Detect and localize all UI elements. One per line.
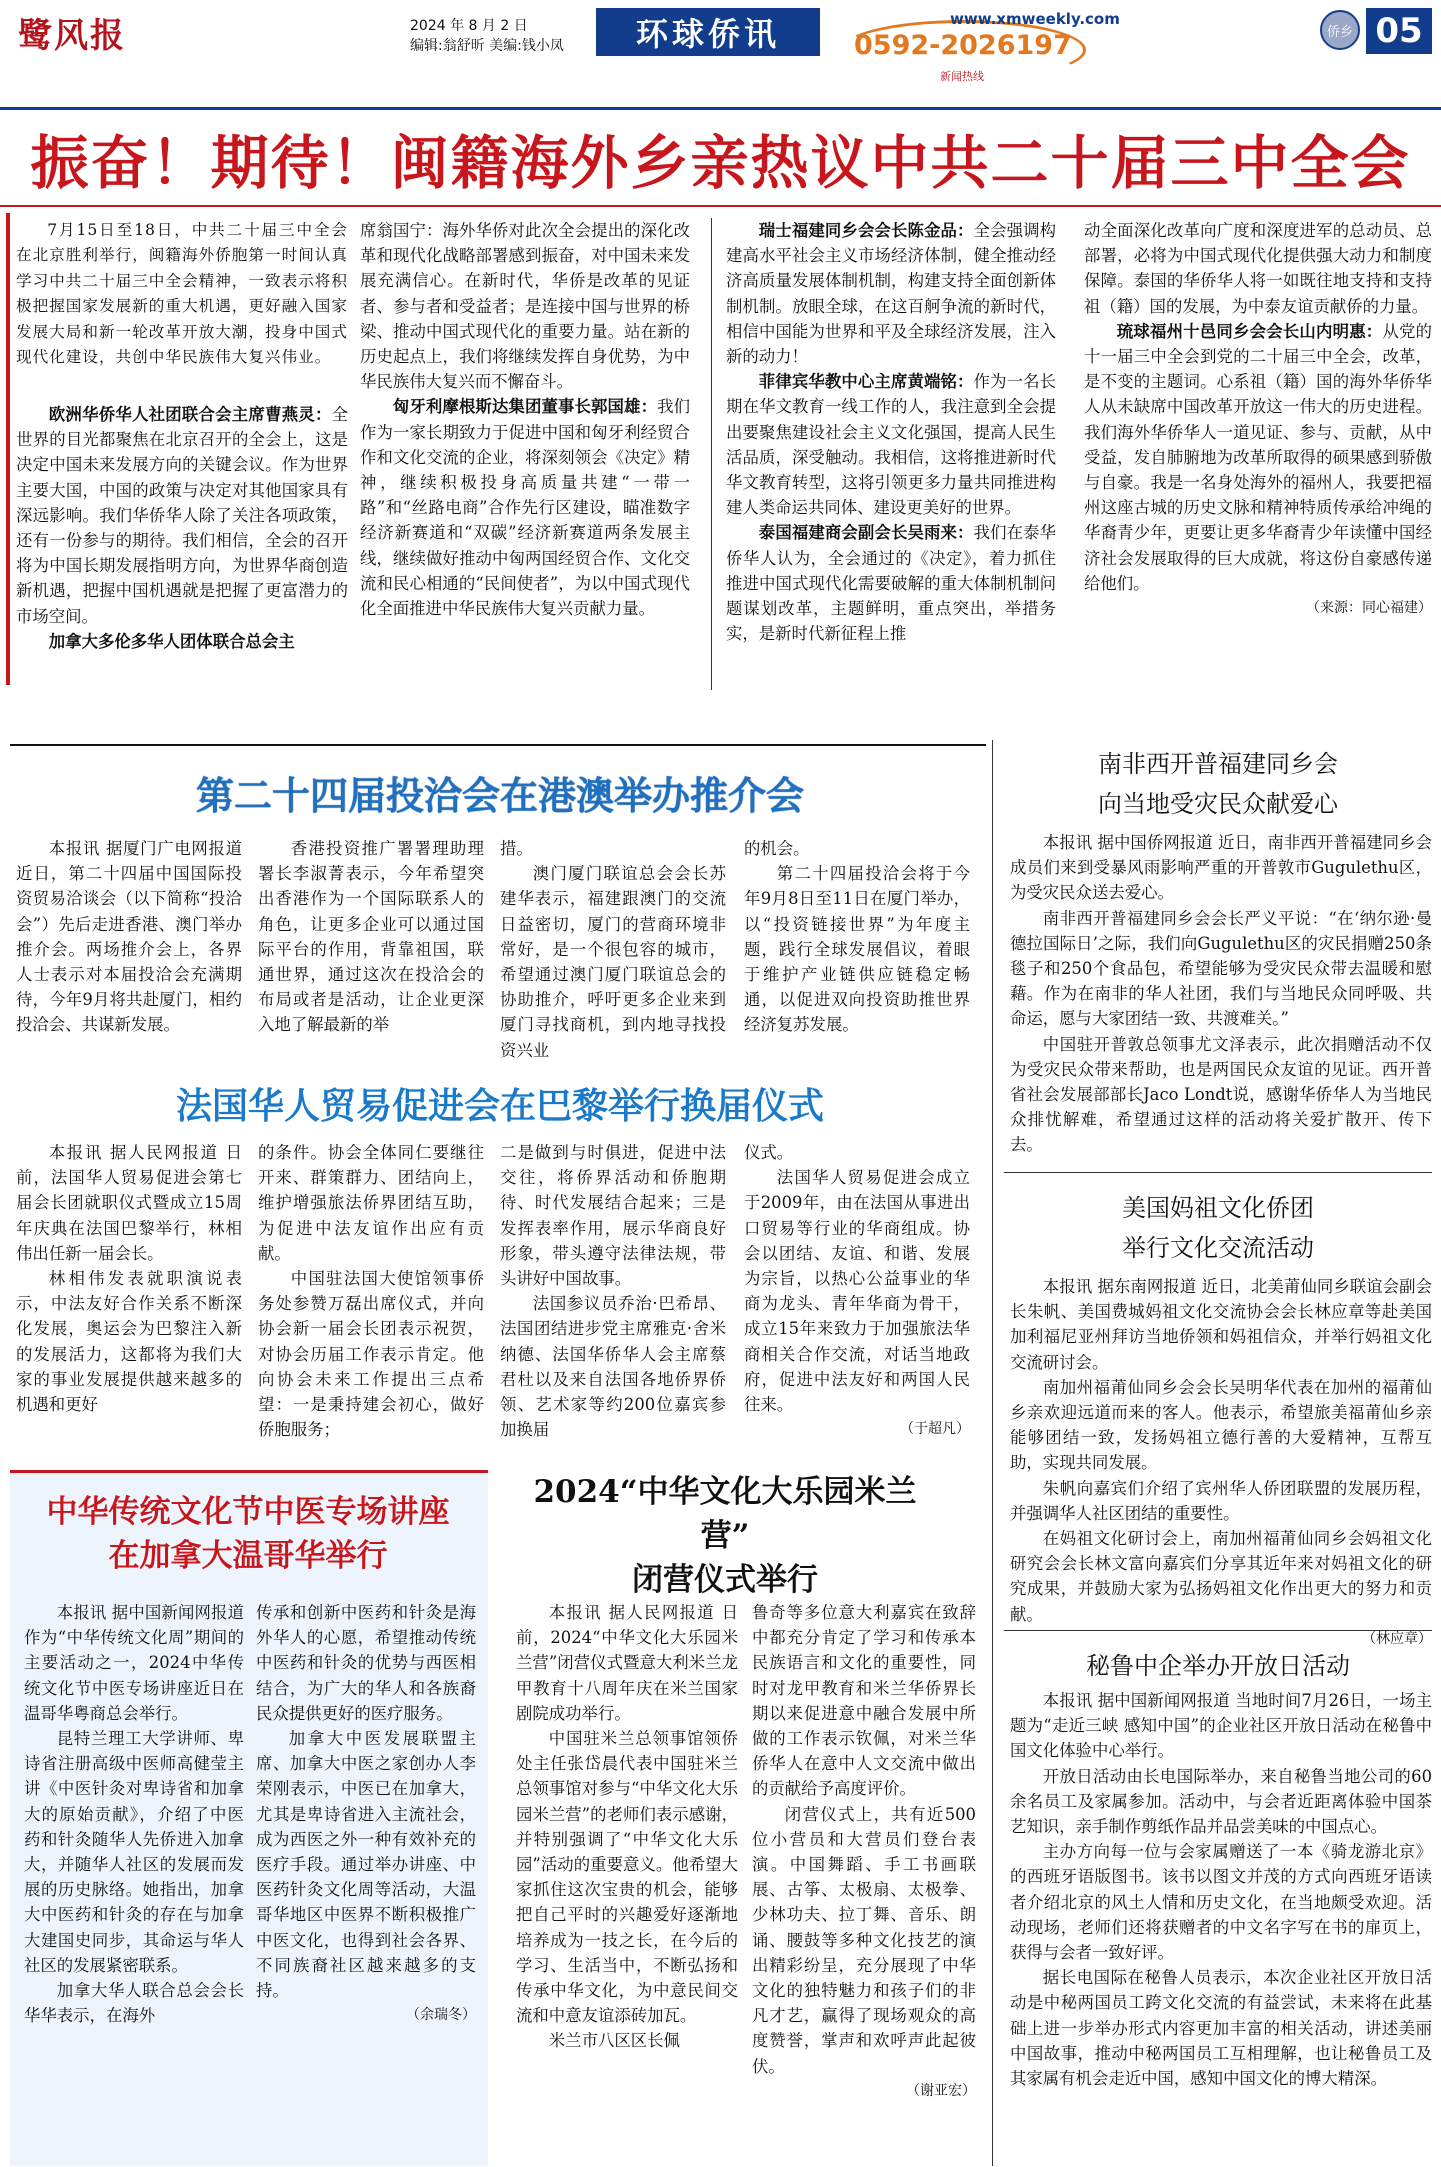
top-story-col1: 欧洲华侨华人社团联合会主席曹燕灵：全世界的目光都聚焦在北京召开的全会上，这是决定中国未来发展方向的关键会议。作为世界主要大国，中国的政策与决定对其他国家具有深远影响。我们华侨华人除了关注各项政策，还有一份参与的期待。我们相信，全会的召开将为中国长期发展指明方向，为世界华商创造新机遇，把握中国机遇就是把握了更富潜力的市场空间。 加拿大多伦多华人团体联合总会主 <box>16 405 348 651</box>
france-source: （于超凡） <box>900 1421 970 1438</box>
section-title: 环球侨讯 <box>596 8 820 56</box>
sa-story-title: 南非西开普福建同乡会 向当地受灾民众献爱心 <box>1098 750 1338 818</box>
top-story-col2: 席翁国宁：海外华侨对此次全会提出的深化改革和现代化战略部署感到振奋，对中国未来发展充满信心。在新时代，华侨是改革的见证者、参与者和受益者；是连接中国与世界的桥梁、推动中国式现代化的重要力量。站在新的历史起点上，我们将继续发挥自身优势，为中华民族伟大复兴而不懈奋斗。 匈牙利摩根斯达集团董事长郭国雄：我们作为一家长期致力于促进中国和匈牙利经贸合作和文化交流的企业，将深刻领会《决定》精神，继续积极投身高质量共建“一带一路”和“丝路电商”合作先行区建设，瞄准数字经济新赛道和“双碳”经济新赛道两条发展主线，继续做好推动中匈两国经贸合作、文化交流和民心相通的“民间使者”，为以中国式现代化全面推进中华民族伟大复兴贡献力量。 <box>360 221 691 619</box>
intro-accent-bar <box>6 213 10 685</box>
tcm-source: （余瑞冬） <box>406 2007 476 2024</box>
milan-source: （谢亚宏） <box>906 2082 976 2099</box>
top-story-intro: 7月15日至18日，中共二十届三中全会在北京胜利举行，闽籍海外侨胞第一时间认真学习中共二十届三中全会精神，一致表示将积极把握国家发展新的重大机遇，更好融入国家发展大局和新一轮改革开放大潮，投身中国式现代化建设，共创中华民族伟大复兴伟业。 <box>16 221 348 367</box>
hotline-label: 新闻热线 <box>940 70 984 83</box>
sa-story-body: 本报讯 据中国侨网报道 近日，南非西开普福建同乡会成员们来到受暴风雨影响严重的开普敦市Gugulethu区，为受灾民众送去爱心。 南非西开普福建同乡会会长严义平说：“在‘纳尔逊·曼德拉国际日’之际，我们向Gugulethu区的灾民捐赠250条毯子和250个食品包，希望能够为受灾民众带去温暖和慰藉。作为在南非的华人社团，我们与当地民众同呼吸、共命运，愿与大家团结一致、共渡难关。” 中国驻开普敦总领事尤文泽表示，此次捐赠活动不仅为受灾民众带来帮助，也是两国民众友谊的见证。西开普省社会发展部部长Jaco Londt说，感谢华侨华人为当地民众排忧解难，希望通过这样的活动将关爱扩散开、传下去。 <box>1010 833 1432 1155</box>
hotline-url[interactable]: www.xmweekly.com <box>950 10 1120 28</box>
peru-story-title: 秘鲁中企举办开放日活动 <box>1086 1651 1350 1680</box>
newspaper-logo: 鹭风报 <box>18 16 126 56</box>
right-rule-1 <box>1004 1172 1432 1173</box>
page-number: 05 <box>1366 8 1432 54</box>
france-col3: 二是做到与时俱进，促进中法交往，将侨界活动和侨胞期待、时代发展结合起来；三是发挥表率作用，展示华商良好形象，带头遵守法律法规，带头讲好中国故事。 法国参议员乔治·巴希昂、法国团结进步党主席雅克·舍米纳德、法国华侨华人会主席蔡君杜以及来自法国各地侨界侨领、艺术家等约200位嘉宾参加换届 <box>500 1143 726 1440</box>
milan-story-title: 2024“中华文化大乐园米兰营” 闭营仪式举行 <box>533 1474 917 1598</box>
tcm-col1: 本报讯 据中国新闻网报道 作为“中华传统文化周”期间的主要活动之一，2024中华传统文化节中医专场讲座近日在温哥华粤商总会举行。 昆特兰理工大学讲师、卑诗省注册高级中医师高健莹主讲《中医针灸对卑诗省和加拿大的原始贡献》，介绍了中医药和针灸随华人先侨进入加拿大，并随华人社区的发展而发展的历史脉络。她指出，加拿大中医药和针灸的存在与加拿大建国史同步，其命运与华人社区的发展紧密联系。 加拿大华人联合总会会长华华表示，在海外 <box>24 1603 244 2026</box>
tcm-col2: 传承和创新中医药和针灸是海外华人的心愿，希望推动传统中医药和针灸的优势与西医相结合，为广大的华人和各族裔民众提供更好的医疗服务。 加拿大中医发展联盟主席、加拿大中医之家创办人李荣刚表示，中医已在加拿大，尤其是卑诗省进入主流社会，成为西医之外一种有效补充的医疗手段。通过举办讲座、中医药针灸文化周等活动，大温哥华地区中医界不断积极推广中医文化，也得到社会各界、不同族裔社区越来越多的支持。 （余瑞冬） <box>256 1600 476 2160</box>
region-badge: 侨乡 <box>1320 10 1360 50</box>
france-col2: 的条件。协会全体同仁要继往开来、群策群力、团结向上，维护增强旅法侨界团结互助，为促进中法友谊作出应有贡献。 中国驻法国大使馆领事侨务处参赞万磊出席仪式，并向协会新一届会长团表示祝贺，对协会历届工作表示肯定。他向协会未来工作提出三点希望：一是秉持建会初心，做好侨胞服务； <box>258 1143 484 1440</box>
invest-col4: 的机会。 第二十四届投洽会将于今年9月8日至11日在厦门举办，以“投资链接世界”为年度主题，践行全球发展倡议，着眼于维护产业链供应链稳定畅通，以促进双向投资助推世界经济复苏发展。 <box>744 839 970 1035</box>
section-rule <box>10 744 986 746</box>
right-column-divider <box>992 740 993 2166</box>
milan-col2: 鲁奇等多位意大利嘉宾在致辞中都充分肯定了学习和传承本民族语言和文化的重要性，同时对龙甲教育和米兰华侨界长期以来促进意中融合发展中所做的工作表示钦佩，对米兰华侨华人在意中人文交流中做出的贡献给予高度评价。 闭营仪式上，共有近500位小营员和大营员们登台表演。中国舞蹈、手工书画联展、古筝、太极扇、太极拳、少林功夫、拉丁舞、音乐、朗诵、腰鼓等多种文化技艺的演出精彩纷呈，充分展现了中华文化的独特魅力和孩子们的非凡才艺，赢得了现场观众的高度赞誉，掌声和欢呼声此起彼伏。 （谢亚宏） <box>752 1600 976 2160</box>
column-divider <box>711 218 712 690</box>
us-story-body: 本报讯 据东南网报道 近日，北美莆仙同乡联谊会副会长朱帆、美国费城妈祖文化交流协会会长林应章等赴美国加利福尼亚州拜访当地侨领和妈祖信众，并举行妈祖文化交流研讨会。 南加州福莆仙同乡会会长吴明华代表在加州的福莆仙乡亲欢迎远道而来的客人。他表示，希望旅美福莆仙乡亲能够团结一致，发扬妈祖立德行善的大爱精神，互帮互助，实现共同发展。 朱帆向嘉宾们介绍了宾州华人侨团联盟的发展历程，并强调华人社区团结的重要性。 在妈祖文化研讨会上，南加州福莆仙同乡会妈祖文化研究会会长林文富向嘉宾们分享其近年来对妈祖文化的研究成果，并鼓励大家为弘扬妈祖文化作出更大的努力和贡献。 （林应章） <box>1010 1274 1432 1626</box>
masthead <box>0 0 1441 110</box>
issue-meta <box>410 16 564 56</box>
milan-col1: 本报讯 据人民网报道 日前，2024“中华文化大乐园米兰营”闭营仪式暨意大利米兰龙甲教育十八周年庆在米兰国家剧院成功举行。 中国驻米兰总领事馆领侨处主任张岱晨代表中国驻米兰总领事馆对参与“中华文化大乐园米兰营”的老师们表示感谢，并特别强调了“中华文化大乐园”活动的重要意义。他希望大家抓住这次宝贵的机会，能够把自己平时的兴趣爱好逐渐地培养成为一技之长，在今后的学习、生活当中，不断弘扬和传承中华文化，为中意民间交流和中意友谊添砖加瓦。 米兰市八区区长佩 <box>516 1603 738 2051</box>
tcm-story-title: 中华传统文化节中医专场讲座 在加拿大温哥华举行 <box>46 1494 450 1574</box>
us-source: （林应章） <box>1362 1630 1432 1647</box>
top-story-col3: 瑞士福建同乡会会长陈金品：全会强调构建高水平社会主义市场经济体制，健全推动经济高质量发展体制机制，构建支持全面创新体制机制。放眼全球，在这百舸争流的新时代，相信中国能为世界和平及全球经济发展，注入新的动力！ 菲律宾华教中心主席黄端铭：作为一名长期在华文教育一线工作的人，我注意到全会提出要聚焦建设社会主义文化强国，提高人民生活品质，深受触动。我相信，这将推进新时代华文教育转型，这将引领更多力量共同推进构建人类命运共同体、建设更美好的世界。 泰国福建商会副会长吴雨来：我们在泰华侨华人认为，全会通过的《决定》，着力抓住推进中国式现代化需要破解的重大体制机制问题谋划改革，主题鲜明，重点突出，举措务实，是新时代新征程上推 <box>726 221 1057 644</box>
headline-rule <box>0 205 1441 207</box>
issue-date: 2024 年 8 月 2 日 <box>410 18 528 34</box>
france-col1: 本报讯 据人民网报道 日前，法国华人贸易促进会第七届会长团就职仪式暨成立15周年庆典在法国巴黎举行，林相伟出任新一届会长。 林相伟发表就职演说表示，中法友好合作关系不断深化发展，奥运会为巴黎注入新的发展活力，这都将为我们大家的事业发展提供越来越多的机遇和更好 <box>16 1143 242 1415</box>
invest-col2: 香港投资推广署署理助理署长李淑菁表示，今年希望突出香港作为一个国际联系人的角色，让更多企业可以通过国际平台的作用，背靠祖国，联通世界，通过这次在投洽会的布局或者是活动，让企业更深入地了解最新的举 <box>258 839 484 1035</box>
france-col4: 仪式。 法国华人贸易促进会成立于2009年，由在法国从事进出口贸易等行业的华商组成。协会以团结、友谊、和谐、发展为宗旨，以热心公益事业的华商为龙头、青年华商为骨干，成立15年来致力于加强旅法华商相关合作交流，对话当地政府，促进中法友好和两国人民往来。 （于超凡） <box>744 1140 970 1460</box>
invest-story-title: 第二十四届投洽会在港澳举办推介会 <box>195 772 804 818</box>
us-story-title: 美国妈祖文化侨团 举行文化交流活动 <box>1122 1194 1314 1262</box>
main-headline: 振奋！期待！闽籍海外乡亲热议中共二十届三中全会 <box>30 129 1411 197</box>
france-story-title: 法国华人贸易促进会在巴黎举行换届仪式 <box>175 1084 824 1127</box>
invest-col3: 措。 澳门厦门联谊总会会长苏建华表示，福建跟澳门的交流日益密切，厦门的营商环境非常好，是一个很包容的城市，希望通过澳门厦门联谊总会的协助推介，呼吁更多企业来到厦门寻找商机，到内地寻找投资兴业 <box>500 839 726 1060</box>
hotline-block <box>840 6 1120 86</box>
issue-editors: 编辑:翁舒昕 美编:钱小凤 <box>410 38 564 54</box>
top-story-col4: 动全面深化改革向广度和深度进军的总动员、总部署，必将为中国式现代化提供强大动力和制度保障。泰国的华侨华人将一如既往地支持和支持祖（籍）国的发展，为中泰友谊贡献侨的力量。 琉球福州十邑同乡会会长山内明惠：从党的十一届三中全会到党的二十届三中全会，改革，是不变的主题词。心系祖（籍）国的海外华侨华人从未缺席中国改革开放这一伟大的历史进程。我们海外华侨华人一道见证、参与、贡献，从中受益，发自肺腑地为改革所取得的硕果感到骄傲与自豪。我是一名身处海外的福州人，我要把福州这座古城的历史文脉和精神特质传承给冲绳的华裔青少年，更要让更多华裔青少年读懂中国经济社会发展取得的巨大成就，将这份自豪感传递给他们。 （来源：同心福建） <box>1084 218 1432 696</box>
invest-col1: 本报讯 据厦门广电网报道 近日，第二十四届中国国际投资贸易洽谈会（以下简称“投洽会”）先后走进香港、澳门举办推介会。两场推介会上，各界人士表示对本届投洽会充满期待，今年9月将共赴厦门，相约投洽会、共谋新发展。 <box>16 839 242 1035</box>
peru-story-body: 本报讯 据中国新闻网报道 当地时间7月26日，一场主题为“走近三峡 感知中国”的企业社区开放日活动在秘鲁中国文化体验中心举行。 开放日活动由长电国际举办，来自秘鲁当地公司的60余名员工及家属参加。活动中，与会者近距离体验中国茶艺知识，亲手制作剪纸作品并品尝美味的中国点心。 主办方向每一位与会家属赠送了一本《骑龙游北京》的西班牙语版图书。该书以图文并茂的方式向西班牙语读者介绍北京的风土人情和历史文化，在当地颇受欢迎。活动现场，老师们还将获赠者的中文名字写在书的扉页上，获得与会者一致好评。 据长电国际在秘鲁人员表示，本次企业社区开放日活动是中秘两国员工跨文化交流的有益尝试，未来将在此基础上进一步举办形式内容更加丰富的相关活动，讲述美丽中国故事，推动中秘两国员工互相理解，也让秘鲁员工及其家属有机会走近中国，感知中国文化的博大精深。 <box>1010 1691 1432 2089</box>
top-story-source: （来源：同心福建） <box>1306 600 1432 617</box>
hotline-phone: 0592-2026197 <box>854 30 1072 61</box>
